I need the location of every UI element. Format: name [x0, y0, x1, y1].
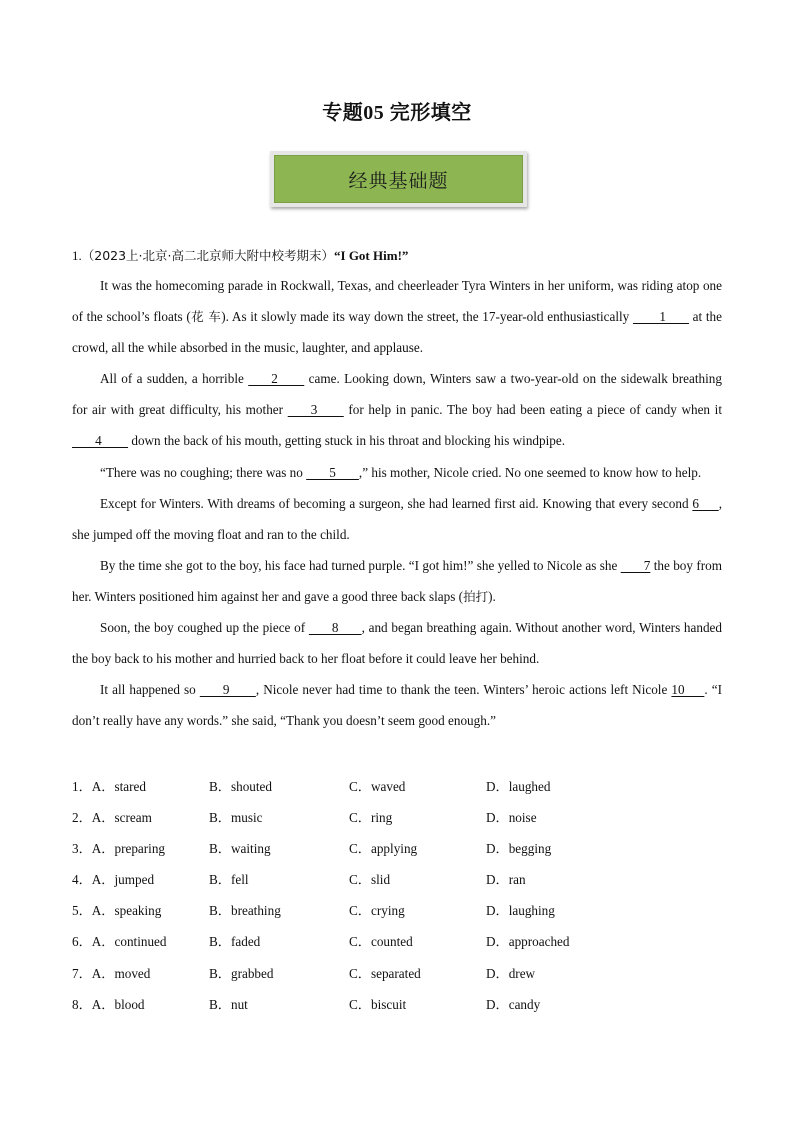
- question-number: 1.: [72, 248, 82, 263]
- paragraph-6: [72, 612, 722, 674]
- option-b[interactable]: B．fell: [209, 872, 249, 888]
- option-c[interactable]: C．waved: [349, 779, 406, 794]
- text: at the crowd, all the while absorbed in the music, laughter, and applause.: [72, 309, 722, 356]
- paragraph-3: [72, 457, 722, 488]
- text: “There was no coughing; there was no: [100, 464, 307, 480]
- text: ,” his mother, Nicole cried. No one seemed to know how to help.: [358, 464, 702, 480]
- option-a[interactable]: 7．A．moved: [72, 965, 151, 981]
- text: for help in panic. The boy had been eating a piece of candy when it: [343, 402, 723, 418]
- text: , and began breathing again. Without another word, Winters handed the boy back to his mother and hurried back to her float before it could leave her behind.: [72, 620, 722, 667]
- text: Except for Winters. With dreams of becoming a surgeon, she had learned first aid. Knowing that every second: [100, 495, 693, 511]
- question-header: [72, 246, 408, 264]
- paragraph-1: [72, 270, 722, 363]
- option-b[interactable]: B．shouted: [209, 779, 273, 794]
- section-banner-label: 经典基础题: [274, 155, 523, 203]
- option-b[interactable]: B．waiting: [209, 841, 271, 857]
- text: . “I don’t really have any words.” she said, “Thank you doesn’t seem good enough.”: [72, 682, 722, 729]
- option-a[interactable]: 5．A．speaking: [72, 903, 162, 919]
- text: , she jumped off the moving float and ran to the child.: [72, 495, 722, 542]
- option-c[interactable]: C．applying: [349, 841, 418, 857]
- option-b[interactable]: B．faded: [209, 934, 261, 950]
- option-c[interactable]: C．counted: [349, 934, 413, 950]
- option-c[interactable]: C．crying: [349, 903, 405, 919]
- text: Soon, the boy coughed up the piece of: [100, 620, 309, 636]
- paragraph-2: [72, 363, 722, 456]
- blank-4: 4: [72, 433, 129, 449]
- option-b[interactable]: B．grabbed: [209, 965, 274, 981]
- paragraph-5: [72, 550, 722, 612]
- option-c[interactable]: C．slid: [349, 872, 391, 888]
- document-title: 专题05 完形填空: [322, 102, 472, 124]
- text: It all happened so: [100, 682, 200, 698]
- cloze-passage: [72, 270, 722, 736]
- text: It was the homecoming parade in Rockwall, Texas, and cheerleader Tyra Winters in her uniform, was riding atop one of the school’s floats (: [72, 278, 722, 325]
- option-b[interactable]: B．breathing: [209, 903, 281, 919]
- option-d[interactable]: D．noise: [486, 810, 537, 826]
- blank-6: 6: [692, 495, 719, 511]
- option-a[interactable]: 4．A．jumped: [72, 872, 155, 888]
- option-d[interactable]: D．approached: [486, 934, 570, 950]
- option-d[interactable]: D．drew: [486, 965, 536, 981]
- text: the boy from her. Winters positioned him against her and gave a good three back slaps (: [72, 557, 722, 604]
- option-c[interactable]: C．biscuit: [349, 996, 407, 1012]
- option-d[interactable]: D．candy: [486, 996, 541, 1012]
- blank-10: 10: [671, 682, 705, 698]
- text: ).: [488, 588, 496, 604]
- blank-1: 1: [632, 309, 689, 325]
- blank-7: 7: [620, 557, 651, 573]
- text: came. Looking down, Winters saw a two-year-old on the sidewalk breathing for air with great difficulty, his mother: [72, 371, 722, 418]
- text: down the back of his mouth, getting stuck in his throat and blocking his windpipe.: [128, 433, 566, 449]
- passage-title: “I Got Him!”: [334, 248, 409, 263]
- text: , Nicole never had time to thank the teen. Winters’ heroic actions left Nicole: [255, 682, 672, 698]
- option-a[interactable]: 8．A．blood: [72, 996, 145, 1012]
- paragraph-7: [72, 674, 722, 736]
- chinese-gloss: 拍打: [463, 588, 489, 604]
- blank-2: 2: [248, 371, 305, 387]
- option-d[interactable]: D．ran: [486, 872, 526, 888]
- option-d[interactable]: D．laughing: [486, 903, 555, 919]
- chinese-gloss: 花 车: [190, 309, 222, 325]
- blank-3: 3: [287, 402, 344, 418]
- text: All of a sudden, a horrible: [100, 371, 249, 387]
- option-c[interactable]: C．ring: [349, 810, 393, 826]
- option-d[interactable]: D．begging: [486, 841, 552, 857]
- option-c[interactable]: C．separated: [349, 965, 421, 981]
- option-a[interactable]: 1．A．stared: [72, 779, 146, 794]
- option-d[interactable]: D．laughed: [486, 779, 551, 794]
- text: ). As it slowly made its way down the street, the 17-year-old enthusiastically: [221, 309, 633, 325]
- option-a[interactable]: 3．A．preparing: [72, 841, 166, 857]
- text: By the time she got to the boy, his face had turned purple. “I got him!” she yelled to Nicole as she: [100, 557, 621, 573]
- blank-5: 5: [306, 464, 359, 480]
- paragraph-4: [72, 488, 722, 550]
- option-b[interactable]: B．music: [209, 810, 263, 826]
- option-a[interactable]: 6．A．continued: [72, 934, 167, 950]
- option-a[interactable]: 2．A．scream: [72, 810, 152, 826]
- blank-8: 8: [308, 620, 362, 636]
- option-b[interactable]: B．nut: [209, 996, 248, 1012]
- question-source: （2023上·北京·高二北京师大附中校考期末）: [81, 248, 335, 263]
- section-banner: [270, 151, 527, 207]
- blank-9: 9: [199, 682, 256, 698]
